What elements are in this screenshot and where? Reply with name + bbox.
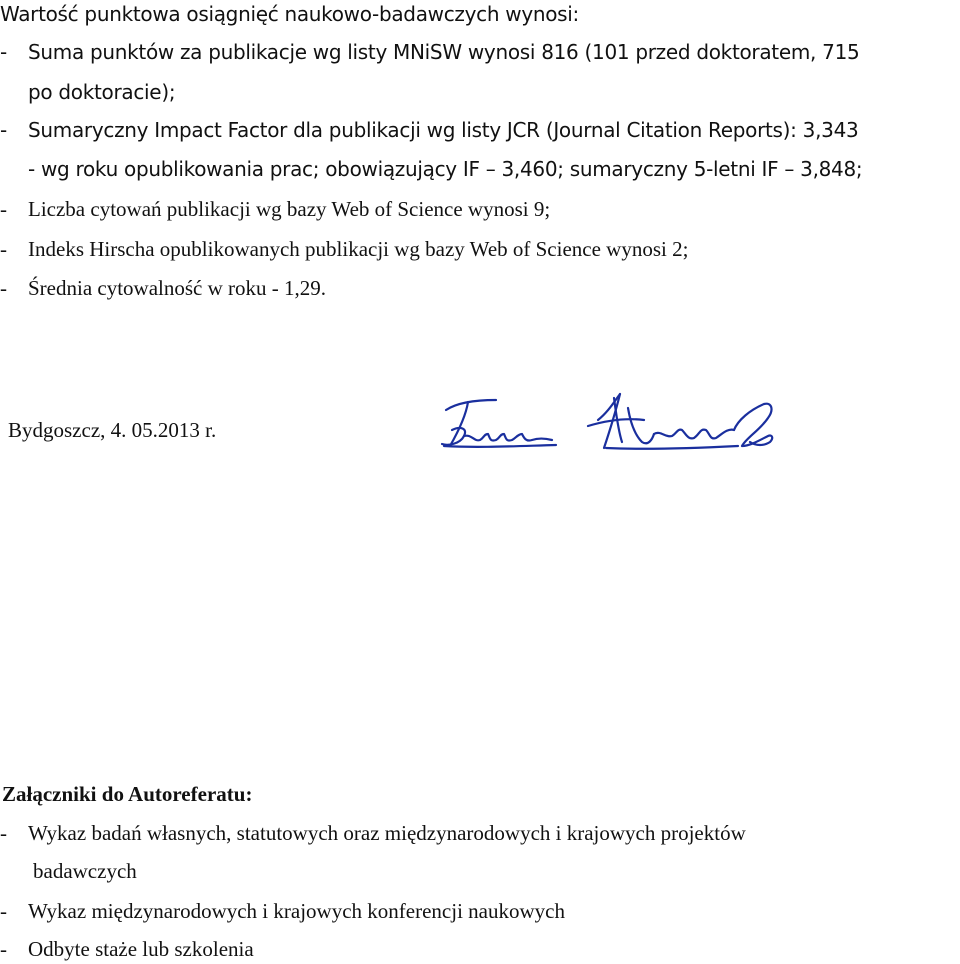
list-item-text: Odbyte staże lub szkolenia [28,937,254,961]
list-dash: - [0,197,7,221]
list-item-text: Wykaz międzynarodowych i krajowych konferencji naukowych [28,899,565,923]
list-item-text: Średnia cytowalność w roku - 1,29. [28,276,327,300]
list-dash: - [0,899,7,923]
list-item [0,276,326,300]
list-item-text: badawczych [33,859,137,883]
list-item-text: Indeks Hirscha opublikowanych publikacji wg bazy Web of Science wynosi 2; [28,237,689,261]
intro-text: Wartość punktowa osiągnięć naukowo-badawczych wynosi: [0,2,579,26]
list-item-continuation [0,157,862,181]
list-item [0,40,859,64]
attachments-heading: Załączniki do Autoreferatu: [2,782,253,806]
list-item [0,237,688,261]
signature-image [438,390,778,460]
list-item-text: Liczba cytowań publikacji wg bazy Web of Science wynosi 9; [28,197,551,221]
list-item [0,821,746,845]
list-dash: - [0,40,7,64]
list-item [0,937,254,961]
list-dash: - [0,237,7,261]
list-item-text: po doktoracie); [28,80,176,104]
list-dash: - [0,937,7,961]
list-item-continuation [0,859,137,883]
list-item-text: Suma punktów za publikacje wg listy MNiSW wynosi 816 (101 przed doktoratem, 715 [28,40,860,64]
list-dash: - [0,118,7,142]
list-item [0,899,565,923]
list-item [0,197,550,221]
list-item [0,118,858,142]
list-item-text: Sumaryczny Impact Factor dla publikacji wg listy JCR (Journal Citation Reports): 3,343 [28,118,859,142]
list-item-text: - wg roku opublikowania prac; obowiązujący IF – 3,460; sumaryczny 5-letni IF – 3,848; [28,157,863,181]
list-item-continuation [0,80,175,104]
list-dash: - [0,821,7,845]
place-date: Bydgoszcz, 4. 05.2013 r. [8,418,217,442]
list-item-text: Wykaz badań własnych, statutowych oraz międzynarodowych i krajowych projektów [28,821,746,845]
list-dash: - [0,276,7,300]
